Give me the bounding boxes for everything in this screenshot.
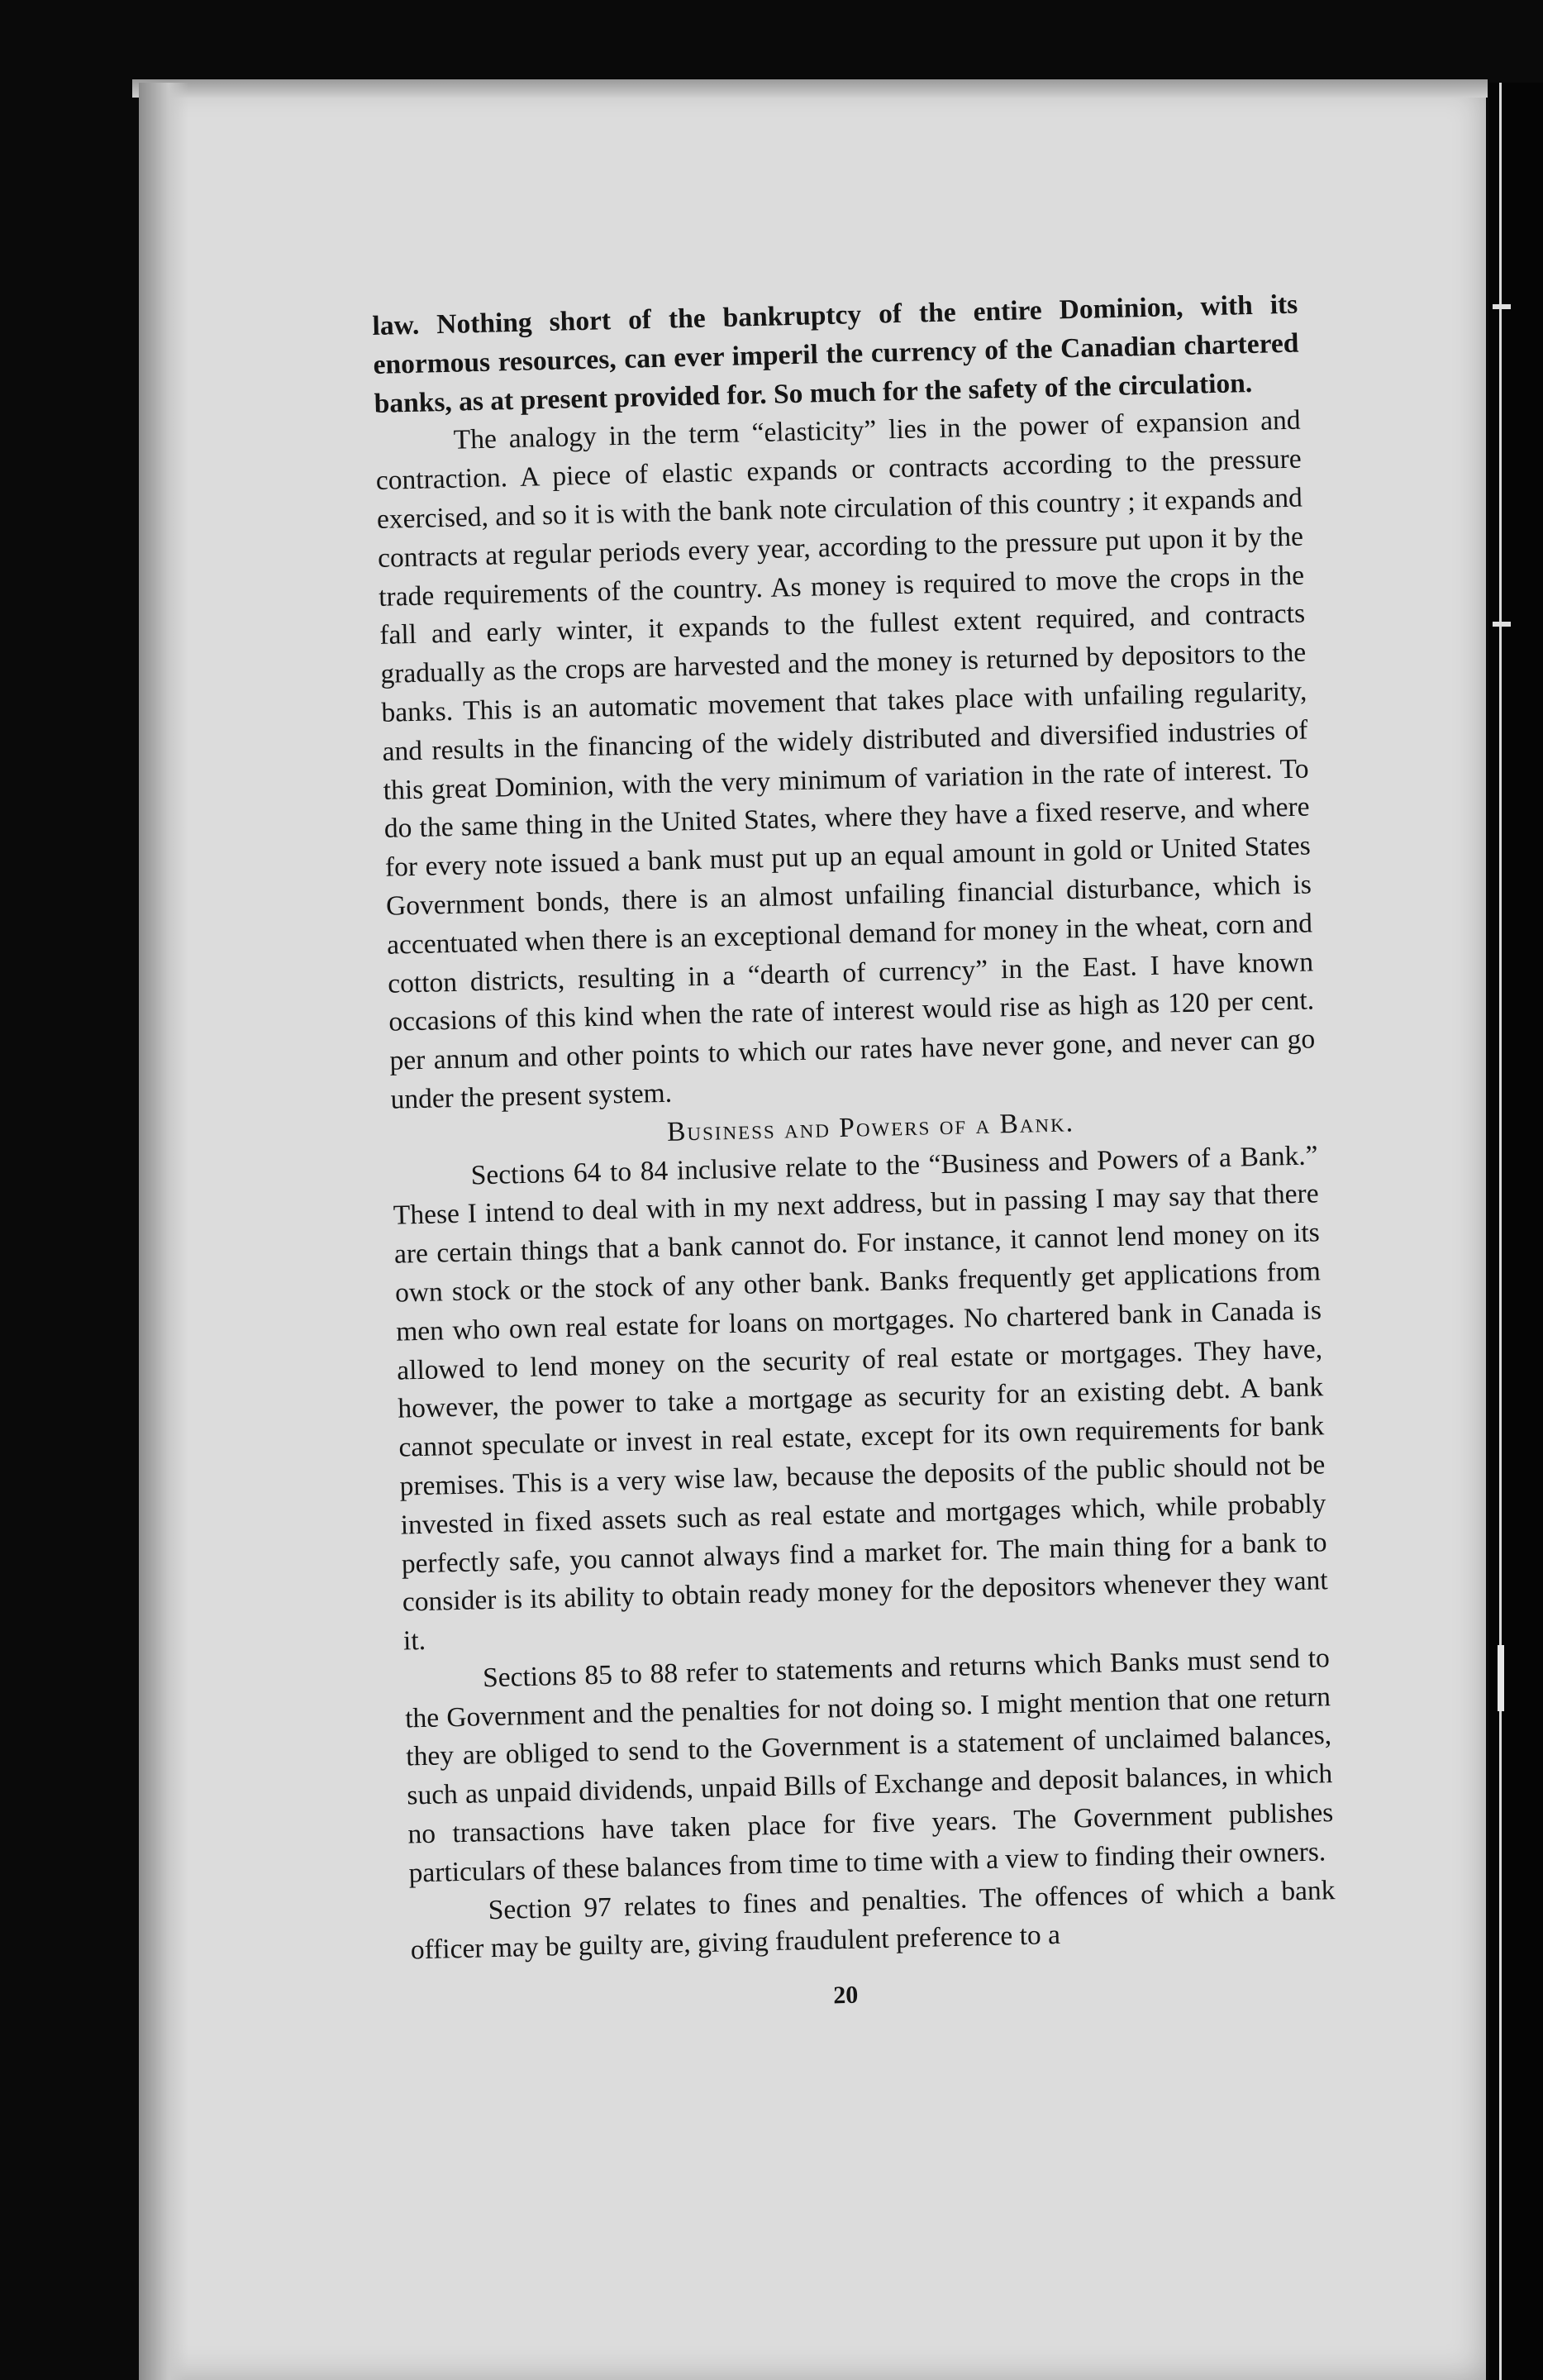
section-heading: Business and Powers of a Bank. xyxy=(666,1106,1075,1147)
gutter-mark xyxy=(1498,1645,1504,1711)
page-number: 20 xyxy=(832,1981,859,2010)
gutter-mark xyxy=(1493,622,1511,627)
paragraph: Sections 85 to 88 refer to statements and returns which Banks must send to the Government and the penalties for not doing so. I might mention that one return they are obliged to send to the Government is a statement of unclaimed balances, such as unpaid dividends, unpaid Bills of Exchange and deposit balances, in which no transactions have taken place for five years. The Government publishes particulars of these balances from time to time with a view to finding their owners. xyxy=(404,1643,1334,1889)
page-text xyxy=(372,286,1338,2026)
page-edge-top xyxy=(132,79,1488,98)
paragraph: Sections 64 to 84 inclusive relate to the “Business and Powers of a Bank.” These I intend to deal with in my next address, but in passing I may say that there are certain things that a bank cannot do. For instance, it cannot lend money on its own stock or the stock of any other bank. Banks frequently get applications from men who own real estate for loans on mortgages. No chartered bank in Canada is allowed to lend money on the security of real estate or mortgages. They have, however, the power to take a mortgage as security for an existing debt. A bank cannot speculate or invest in real estate, except for its own requirements for bank premises. This is a very wise law, because the deposits of the public should not be invested in fixed assets such as real estate and mortgages which, while probably perfectly safe, you cannot always find a market for. The main thing for a bank to consider is its ability to obtain ready money for the depositors whenever they want it. xyxy=(393,1139,1329,1657)
gutter-mark xyxy=(1493,304,1511,309)
paragraph: law. Nothing short of the bankruptcy of the entire Dominion, with its enormous resources, can ever imperil the currency of the Canadian chartered banks, as at present provided for. So much for the safety of the circulation. xyxy=(372,289,1299,419)
gutter-edge-line xyxy=(1499,83,1502,2380)
paragraph: The analogy in the term “elasticity” lies in the power of expansion and contraction. A piece of elastic expands or contracts according to the pressure exercised, and so it is with the bank note circulation of this country ; it expands and contracts at regular periods every year, according to the pressure put upon it by the trade requirements of the country. As money is required to move the crops in the fall and early winter, it expands to the fullest extent required, and contracts gradually as the crops are harvested and the money is returned by depositors to the banks. This is an automatic movement that takes place with unfailing regularity, and results in the financing of the widely distributed and diversified industries of this great Dominion, with the very minimum of variation in the rate of interest. To do the same thing in the United States, where they have a fixed reserve, and where for every note issued a bank must put up an equal amount in gold or United States Government bonds, there is an almost unfailing financial disturbance, which is accentuated when there is an exceptional demand for money in the wheat, corn and cotton districts, resulting in a “dearth of currency” in the East. I have known occasions of this kind when the rate of interest would rise as high as 120 per cent. per annum and other points to which our rates have never gone, and never can go under the present system. xyxy=(375,404,1316,1115)
scan-gutter xyxy=(1489,83,1543,2380)
page-edge-left xyxy=(139,83,188,2380)
paragraph: Section 97 relates to fines and penalties. The offences of which a bank officer may be guilty are, giving fraudulent preference to a xyxy=(410,1874,1336,1966)
